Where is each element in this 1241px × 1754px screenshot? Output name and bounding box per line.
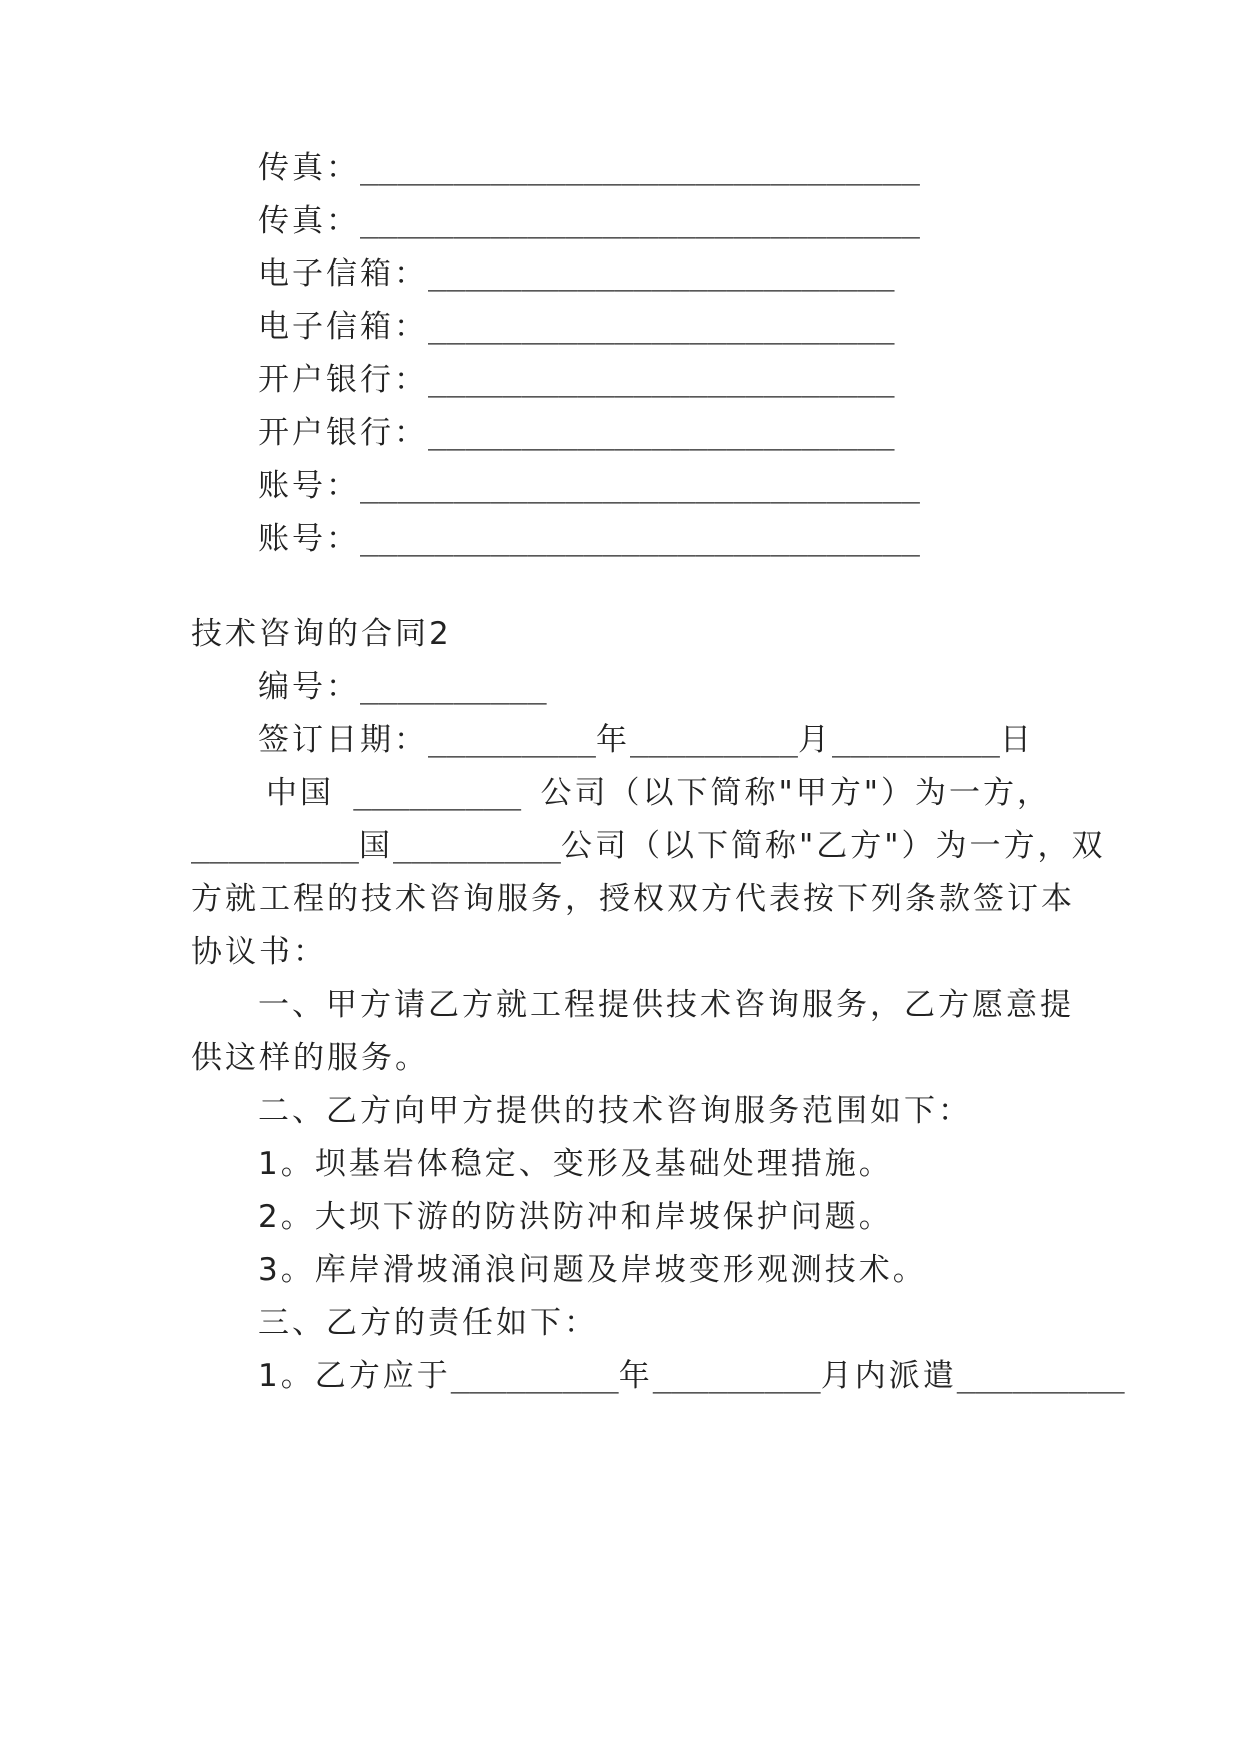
day-label: 日 <box>999 722 1034 758</box>
field-label: 传真： <box>258 203 360 239</box>
email-field-b <box>258 307 895 347</box>
month-label: 月 <box>797 722 832 758</box>
field-blank: ______________________________ <box>360 150 920 186</box>
year-blank: _________ <box>428 722 596 758</box>
scope-item-2: 2。大坝下游的防洪防冲和岸坡保护问题。 <box>258 1199 893 1235</box>
clause-1-line-1: 一、甲方请乙方就工程提供技术咨询服务，乙方愿意提 <box>258 987 1074 1023</box>
account-field-b <box>258 519 920 559</box>
resp-staff-blank: _________ <box>956 1358 1125 1394</box>
party-b-company-blank: _________ <box>392 828 561 864</box>
field-blank: ______________________________ <box>360 521 920 557</box>
fax-field-a <box>258 148 920 188</box>
field-label: 开户银行： <box>258 415 428 451</box>
party-a-prefix: 中国 <box>266 775 334 811</box>
party-a-blank: _________ <box>353 775 522 811</box>
party-a-line <box>266 773 1051 813</box>
year-label: 年 <box>595 722 630 758</box>
clause-1-line-2: 供这样的服务。 <box>191 1040 429 1076</box>
sign-date <box>258 720 1034 760</box>
resp-month-label: 月内派遣 <box>820 1358 957 1394</box>
month-blank: _________ <box>629 722 798 758</box>
field-label: 账号： <box>258 521 360 557</box>
clause-3: 三、乙方的责任如下： <box>258 1305 598 1341</box>
field-blank: _________________________ <box>428 309 895 345</box>
scope-item-3: 3。库岸滑坡涌浪问题及岸坡变形观测技术。 <box>258 1252 927 1288</box>
resp-month-blank: _________ <box>652 1358 821 1394</box>
field-label: 传真： <box>258 150 360 186</box>
party-a-suffix: 公司（以下简称"甲方"）为一方， <box>540 775 1051 811</box>
party-b-line <box>191 826 1106 866</box>
resp-year-label: 年 <box>618 1358 653 1394</box>
responsibility-1 <box>258 1356 1125 1396</box>
fax-field-b <box>258 201 920 241</box>
field-label: 电子信箱： <box>258 256 428 292</box>
resp-year-blank: _________ <box>450 1358 619 1394</box>
party-paragraph-line-4: 协议书： <box>191 934 327 970</box>
sign-date-label: 签订日期： <box>258 722 428 758</box>
field-blank: _________________________ <box>428 256 895 292</box>
clause-2: 二、乙方向甲方提供的技术咨询服务范围如下： <box>258 1093 972 1129</box>
number-label: 编号： <box>258 669 360 705</box>
contract-number <box>258 667 547 707</box>
field-label: 账号： <box>258 468 360 504</box>
field-blank: _________________________ <box>428 362 895 398</box>
party-b-country-label: 国 <box>358 828 393 864</box>
number-blank: __________ <box>360 669 547 705</box>
day-blank: _________ <box>831 722 1000 758</box>
account-field-a <box>258 466 920 506</box>
field-blank: ______________________________ <box>360 468 920 504</box>
email-field-a <box>258 254 895 294</box>
party-b-country-blank: _________ <box>191 828 359 864</box>
bank-field-a <box>258 360 895 400</box>
field-blank: ______________________________ <box>360 203 920 239</box>
field-label: 电子信箱： <box>258 309 428 345</box>
scope-item-1: 1。坝基岩体稳定、变形及基础处理措施。 <box>258 1146 893 1182</box>
field-blank: _________________________ <box>428 415 895 451</box>
resp-prefix: 1。乙方应于 <box>258 1358 451 1394</box>
party-b-suffix: 公司（以下简称"乙方"）为一方，双 <box>560 828 1106 864</box>
field-label: 开户银行： <box>258 362 428 398</box>
party-paragraph-line-3: 方就工程的技术咨询服务，授权双方代表按下列条款签订本 <box>191 881 1075 917</box>
contract-title: 技术咨询的合同2 <box>191 616 452 652</box>
bank-field-b <box>258 413 895 453</box>
